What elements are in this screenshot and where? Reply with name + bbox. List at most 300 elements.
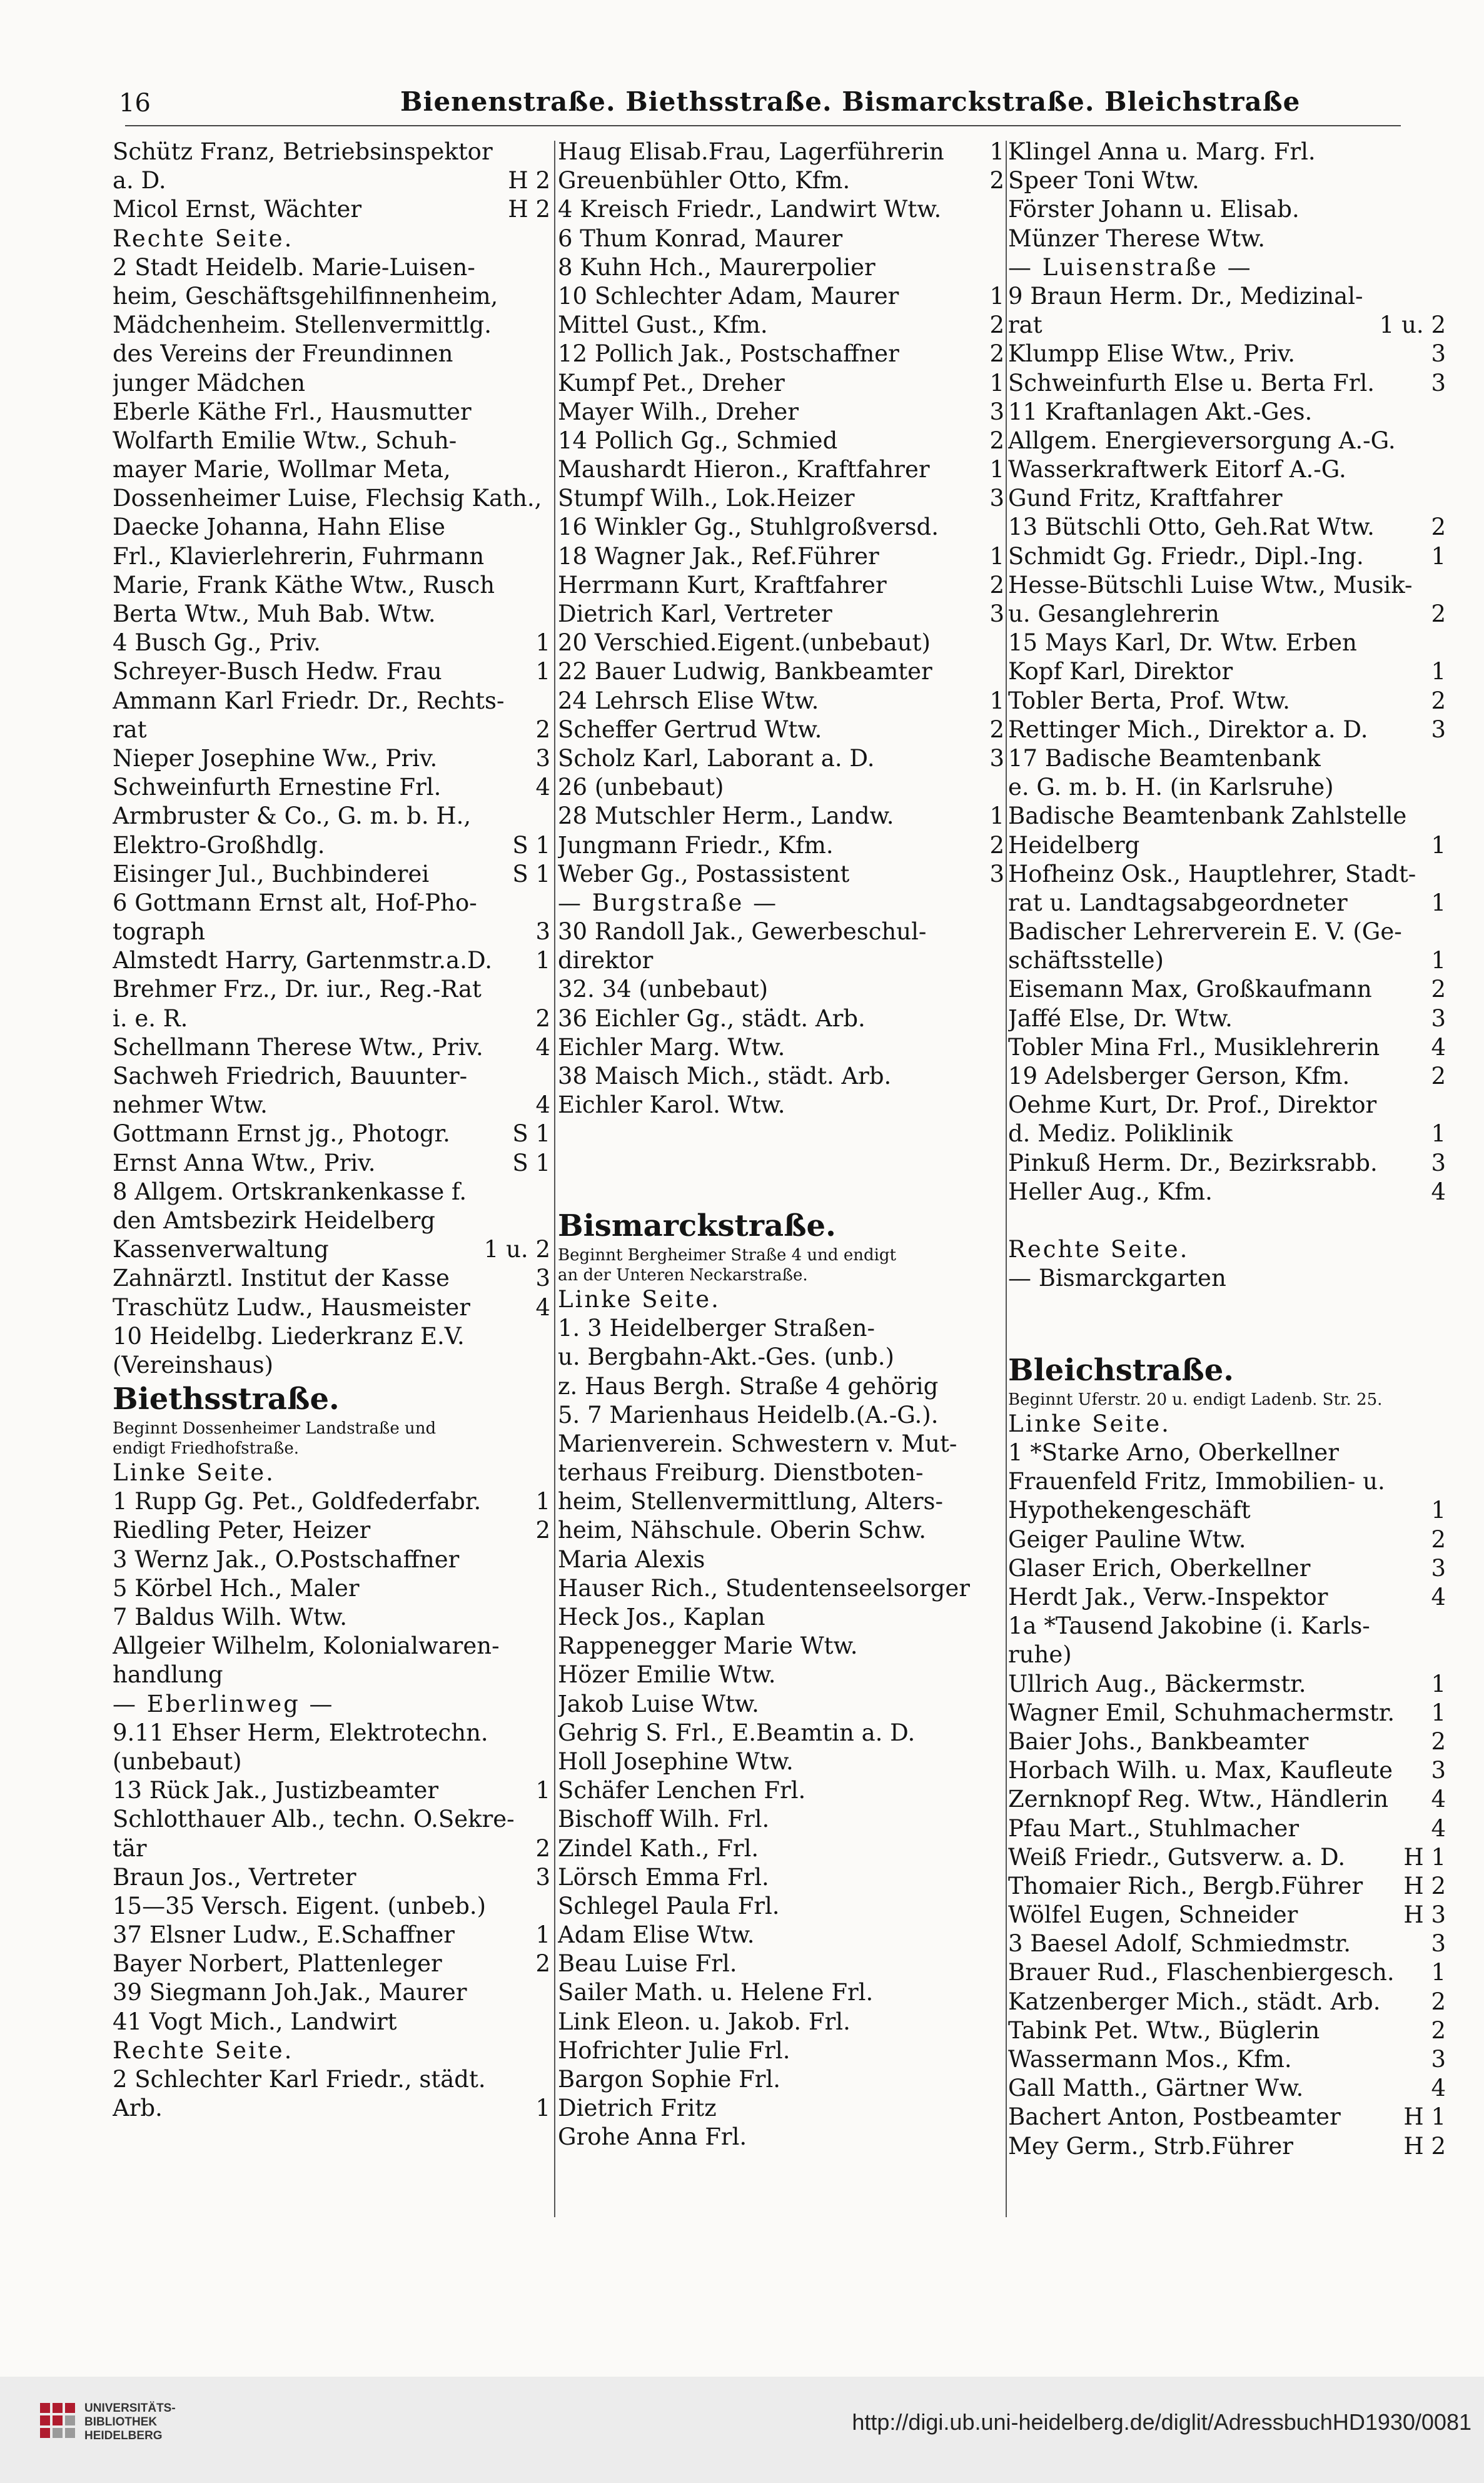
entry-text: d. Mediz. Poliklinik: [1008, 1120, 1233, 1148]
floor-number: [545, 138, 550, 166]
directory-entry: [113, 1719, 550, 1747]
entry-text: Schweinfurth Ernestine Frl.: [113, 774, 442, 801]
spacer: [558, 1178, 1004, 1206]
entry-text: a. D.: [113, 167, 166, 195]
entry-text: 20 Verschied.Eigent.(unbebaut): [558, 629, 931, 657]
directory-entry: [558, 687, 1004, 716]
spacer: [558, 1120, 1004, 1148]
entry-text: Jaffé Else, Dr. Wtw.: [1008, 1004, 1233, 1032]
entry-text: Glaser Erich, Oberkellner: [1008, 1554, 1311, 1582]
directory-entry: [558, 744, 1004, 773]
directory-entry: [558, 1690, 1004, 1719]
floor-number: [545, 975, 550, 1004]
entry-text: Beau Luise Frl.: [558, 1950, 737, 1978]
entry-text: Kumpf Pet., Dreher: [558, 369, 785, 397]
entry-text: an der Unteren Neckarstraße.: [558, 1265, 808, 1285]
entry-text: 15—35 Versch. Eigent. (unbeb.): [113, 1892, 487, 1919]
entry-text: Schweinfurth Else u. Berta Frl.: [1008, 369, 1375, 397]
directory-entry: [1008, 484, 1446, 513]
directory-entry: [113, 455, 550, 484]
entry-text: Beginnt Bergheimer Straße 4 und endigt: [558, 1245, 896, 1265]
entry-text: den Amtsbezirk Heidelberg: [113, 1206, 435, 1234]
directory-entry: [1008, 369, 1446, 398]
directory-entry: [113, 946, 550, 975]
entry-text: rat u. Landtagsabgeordneter: [1008, 889, 1348, 916]
entry-text: Linke Seite.: [1008, 1410, 1171, 1437]
floor-number: [1441, 1467, 1446, 1496]
floor-number: [545, 889, 550, 918]
floor-number: [999, 253, 1004, 282]
directory-entry: [113, 1978, 550, 2007]
directory-entry: [1008, 1467, 1446, 1496]
floor-number: H 2: [508, 167, 550, 195]
directory-entry: [113, 1120, 550, 1148]
directory-entry: [113, 802, 550, 831]
floor-number: [1441, 195, 1446, 224]
floor-number: [999, 773, 1004, 802]
directory-entry: [558, 484, 1004, 513]
directory-entry: [1008, 600, 1446, 629]
entry-text: 19 Adelsberger Gerson, Kfm.: [1008, 1063, 1350, 1090]
section-label: [113, 1459, 550, 1487]
directory-entry: [113, 860, 550, 889]
directory-entry: [558, 2036, 1004, 2065]
column-2: [558, 138, 1004, 2152]
floor-number: 3: [535, 1265, 550, 1292]
spacer: [1008, 1293, 1446, 1322]
directory-entry: [558, 1949, 1004, 1978]
entry-text: Arb.: [113, 2095, 163, 2122]
entry-text: Eisemann Max, Großkaufmann: [1008, 976, 1372, 1003]
entry-text: (unbebaut): [113, 1747, 242, 1775]
directory-entry: [558, 1921, 1004, 1949]
floor-number: [999, 1921, 1004, 1949]
entry-text: Zernknopf Reg. Wtw., Händlerin: [1008, 1786, 1389, 1813]
section-label: [558, 889, 1004, 918]
library-name-line: HEIDELBERG: [84, 2429, 163, 2442]
entry-text: 28 Mutschler Herm., Landw.: [558, 802, 894, 830]
directory-entry: [113, 1545, 550, 1574]
entry-text: Bismarckstraße.: [558, 1208, 836, 1243]
street-heading: [1008, 1351, 1446, 1390]
floor-number: [545, 311, 550, 340]
directory-entry: [113, 282, 550, 311]
entry-text: 2 Schlechter Karl Friedr., städt.: [113, 2066, 486, 2093]
floor-number: 3: [989, 485, 1004, 512]
entry-text: Zahnärztl. Institut der Kasse: [113, 1265, 450, 1292]
entry-text: Heck Jos., Kaplan: [558, 1604, 765, 1631]
floor-number: [1441, 571, 1446, 600]
entry-text: ruhe): [1008, 1641, 1072, 1669]
floor-number: 1: [1431, 889, 1446, 916]
floor-number: 4: [1431, 1584, 1446, 1611]
street-heading: [113, 1380, 550, 1418]
entry-text: junger Mädchen: [113, 369, 306, 397]
entry-text: 3 Wernz Jak., O.Postschaffner: [113, 1545, 460, 1573]
floor-number: [999, 513, 1004, 542]
directory-entry: [1008, 513, 1446, 542]
entry-text: 1a *Tausend Jakobine (i. Karls-: [1008, 1612, 1370, 1640]
entry-text: 24 Lehrsch Elise Wtw.: [558, 687, 819, 714]
directory-entry: [1008, 166, 1446, 195]
floor-number: [999, 2036, 1004, 2065]
section-label: [1008, 1410, 1446, 1439]
directory-entry: [113, 629, 550, 657]
entry-text: Rappenegger Marie Wtw.: [558, 1632, 858, 1660]
entry-text: Dossenheimer Luise, Flechsig Kath.,: [113, 485, 542, 512]
floor-number: H 1: [1403, 2103, 1446, 2131]
entry-text: Daecke Johanna, Hahn Elise: [113, 513, 445, 541]
entry-text: — Bismarckgarten: [1008, 1265, 1226, 1292]
directory-entry: [113, 1293, 550, 1322]
entry-text: 22 Bauer Ludwig, Bankbeamter: [558, 658, 932, 685]
floor-number: 2: [989, 167, 1004, 195]
floor-number: [1441, 282, 1446, 311]
floor-number: [1441, 1612, 1446, 1641]
floor-number: [999, 1487, 1004, 1516]
entry-text: 7 Baldus Wilh. Wtw.: [113, 1604, 347, 1631]
floor-number: 3: [1431, 1004, 1446, 1032]
floor-number: 3: [1431, 1930, 1446, 1958]
column-3: [1008, 138, 1446, 2161]
floor-number: 1: [989, 456, 1004, 483]
entry-text: Ammann Karl Friedr. Dr., Rechts-: [113, 687, 505, 714]
entry-text: Armbruster & Co., G. m. b. H.,: [113, 802, 472, 830]
entry-text: 4 Busch Gg., Priv.: [113, 629, 321, 657]
directory-entry: [558, 1516, 1004, 1545]
entry-text: Berta Wtw., Muh Bab. Wtw.: [113, 600, 436, 627]
floor-number: [999, 1834, 1004, 1863]
floor-number: 2: [535, 1004, 550, 1032]
entry-text: Hauser Rich., Studentenseelsorger: [558, 1574, 970, 1602]
directory-entry: [558, 1776, 1004, 1805]
entry-text: Hesse-Bütschli Luise Wtw., Musik-: [1008, 571, 1413, 599]
directory-entry: [113, 687, 550, 716]
entry-text: Eberle Käthe Frl., Hausmutter: [113, 398, 472, 425]
floor-number: [545, 1747, 550, 1776]
floor-number: 1: [989, 542, 1004, 570]
entry-text: Rettinger Mich., Direktor a. D.: [1008, 716, 1368, 743]
section-label: [113, 2036, 550, 2065]
directory-entry: [1008, 282, 1446, 311]
directory-entry: [1008, 2103, 1446, 2132]
entry-text: Beginnt Uferstr. 20 u. endigt Ladenb. Str. 25.: [1008, 1390, 1383, 1409]
entry-text: Linke Seite.: [113, 1459, 275, 1487]
floor-number: [545, 571, 550, 600]
floor-number: 3: [535, 744, 550, 772]
entry-text: Gall Matth., Gärtner Ww.: [1008, 2075, 1304, 2102]
library-logo-icon: [38, 2400, 78, 2440]
entry-text: 26 (unbebaut): [558, 774, 724, 801]
directory-entry: [558, 427, 1004, 455]
directory-entry: [558, 1863, 1004, 1892]
entry-text: 4 Kreisch Friedr., Landwirt Wtw.: [558, 196, 942, 223]
entry-text: heim, Stellenvermittlung, Alters-: [558, 1488, 944, 1515]
directory-entry: [558, 1661, 1004, 1689]
floor-number: [999, 918, 1004, 946]
floor-number: [545, 1206, 550, 1235]
floor-number: [545, 455, 550, 484]
directory-entry: [558, 1719, 1004, 1747]
entry-text: Hofheinz Osk., Hauptlehrer, Stadt-: [1008, 860, 1416, 888]
entry-text: Lörsch Emma Frl.: [558, 1863, 769, 1891]
directory-entry: [558, 975, 1004, 1004]
entry-text: 37 Elsner Ludw., E.Schaffner: [113, 1921, 455, 1949]
floor-number: 2: [1431, 1063, 1446, 1090]
floor-number: 3: [1431, 1554, 1446, 1582]
entry-text: direktor: [558, 947, 654, 974]
directory-entry: [113, 1487, 550, 1516]
floor-number: [545, 513, 550, 542]
directory-entry: [1008, 1756, 1446, 1785]
directory-entry: [558, 1062, 1004, 1091]
entry-text: 10 Heidelbg. Liederkranz E.V.: [113, 1322, 465, 1350]
floor-number: 2: [989, 311, 1004, 339]
entry-text: Katzenberger Mich., städt. Arb.: [1008, 1988, 1381, 2015]
entry-text: Marie, Frank Käthe Wtw., Rusch: [113, 571, 495, 599]
floor-number: 2: [1431, 1727, 1446, 1755]
entry-text: Gottmann Ernst jg., Photogr.: [113, 1120, 450, 1148]
directory-entry: [558, 1487, 1004, 1516]
directory-entry: [558, 1834, 1004, 1863]
directory-entry: [1008, 455, 1446, 484]
floor-number: [545, 1719, 550, 1747]
entry-text: Eisinger Jul., Buchbinderei: [113, 860, 430, 888]
running-title: Bienenstraße. Biethsstraße. Bismarckstraße. Bleichstraße: [400, 86, 1301, 117]
directory-entry: [113, 1149, 550, 1178]
floor-number: S 1: [512, 1120, 550, 1148]
directory-entry: [1008, 1525, 1446, 1554]
floor-number: [999, 1863, 1004, 1892]
floor-number: [999, 1574, 1004, 1603]
floor-number: [545, 1603, 550, 1632]
directory-entry: [113, 1206, 550, 1235]
directory-entry: [113, 253, 550, 282]
entry-text: Heidelberg: [1008, 831, 1140, 859]
directory-entry: [113, 657, 550, 686]
floor-number: 1: [535, 1777, 550, 1804]
entry-text: des Vereins der Freundinnen: [113, 340, 453, 368]
floor-number: [545, 1632, 550, 1661]
entry-text: u. Bergbahn-Akt.-Ges. (unb.): [558, 1343, 894, 1371]
directory-entry: [1008, 311, 1446, 340]
directory-entry: [558, 946, 1004, 975]
directory-entry: [558, 1091, 1004, 1120]
floor-number: H 2: [508, 196, 550, 223]
entry-text: Hypothekengeschäft: [1008, 1497, 1251, 1524]
floor-number: [545, 2065, 550, 2094]
directory-entry: [1008, 1496, 1446, 1525]
floor-number: 2: [535, 1834, 550, 1862]
entry-text: Traschütz Ludw., Hausmeister: [113, 1293, 470, 1321]
directory-entry: [1008, 1641, 1446, 1669]
entry-text: Münzer Therese Wtw.: [1008, 225, 1265, 252]
floor-number: 1 u. 2: [1379, 311, 1446, 339]
entry-text: Bayer Norbert, Plattenleger: [113, 1950, 442, 1978]
floor-number: [545, 369, 550, 398]
entry-text: Bachert Anton, Postbeamter: [1008, 2103, 1341, 2131]
directory-entry: [1008, 542, 1446, 571]
floor-number: 4: [535, 1033, 550, 1061]
floor-number: 4: [535, 1293, 550, 1321]
entry-text: Rechte Seite.: [113, 225, 294, 252]
directory-entry: [558, 1603, 1004, 1632]
directory-entry: [113, 716, 550, 744]
floor-number: [545, 542, 550, 571]
directory-entry: [558, 1343, 1004, 1372]
floor-number: [1441, 918, 1446, 946]
directory-entry: [558, 1574, 1004, 1603]
floor-number: [999, 1091, 1004, 1120]
floor-number: [999, 1603, 1004, 1632]
directory-entry: [113, 195, 550, 224]
floor-number: 1: [535, 2095, 550, 2122]
entry-text: Oehme Kurt, Dr. Prof., Direktor: [1008, 1091, 1377, 1119]
floor-number: [999, 1545, 1004, 1574]
entry-text: 1 Rupp Gg. Pet., Goldfederfabr.: [113, 1488, 482, 1515]
directory-entry: [558, 1545, 1004, 1574]
entry-text: Bleichstraße.: [1008, 1352, 1234, 1388]
floor-number: [545, 1978, 550, 2007]
entry-text: 39 Siegmann Joh.Jak., Maurer: [113, 1979, 467, 2006]
directory-entry: [113, 1834, 550, 1863]
directory-entry: [1008, 831, 1446, 860]
entry-text: Link Eleon. u. Jakob. Frl.: [558, 2008, 851, 2035]
directory-entry: [113, 2065, 550, 2094]
floor-number: [999, 2008, 1004, 2036]
floor-number: [999, 1978, 1004, 2007]
entry-text: Ernst Anna Wtw., Priv.: [113, 1149, 376, 1176]
directory-entry: [113, 889, 550, 918]
directory-entry: [113, 600, 550, 629]
directory-entry: [113, 1949, 550, 1978]
directory-entry: [113, 369, 550, 398]
directory-entry: [113, 2094, 550, 2123]
floor-number: [545, 1661, 550, 1689]
floor-number: [545, 687, 550, 716]
directory-entry: [1008, 571, 1446, 600]
entry-text: Ullrich Aug., Bäckermstr.: [1008, 1670, 1306, 1697]
entry-text: Linke Seite.: [558, 1285, 720, 1313]
entry-text: Haug Elisab.Frau, Lagerführerin: [558, 138, 944, 165]
entry-text: Biethsstraße.: [113, 1382, 340, 1417]
entry-text: Schlotthauer Alb., techn. O.Sekre-: [113, 1806, 515, 1833]
floor-number: [999, 1343, 1004, 1372]
directory-entry: [1008, 946, 1446, 975]
entry-text: rat: [113, 716, 147, 743]
entry-text: Frauenfeld Fritz, Immobilien- u.: [1008, 1468, 1385, 1495]
directory-entry: [558, 1632, 1004, 1661]
floor-number: [1441, 138, 1446, 166]
directory-entry: [113, 1805, 550, 1834]
entry-text: Jakob Luise Wtw.: [558, 1690, 759, 1717]
directory-entry: [113, 340, 550, 368]
entry-text: Maria Alexis: [558, 1545, 705, 1573]
entry-text: Wölfel Eugen, Schneider: [1008, 1901, 1298, 1929]
floor-number: [999, 1632, 1004, 1661]
directory-entry: [113, 1264, 550, 1293]
floor-number: [999, 629, 1004, 657]
floor-number: 1 u. 2: [483, 1236, 550, 1263]
floor-number: 2: [1431, 513, 1446, 541]
entry-text: Brauer Rud., Flaschenbiergesch.: [1008, 1959, 1395, 1986]
floor-number: [1441, 225, 1446, 253]
directory-entry: [558, 398, 1004, 427]
floor-number: 4: [1431, 1814, 1446, 1842]
entry-text: 32. 34 (unbebaut): [558, 976, 768, 1003]
floor-number: 2: [989, 571, 1004, 599]
directory-entry: [1008, 1929, 1446, 1958]
street-note: [1008, 1390, 1446, 1410]
street-note: [558, 1245, 1004, 1265]
floor-number: 1: [535, 1488, 550, 1515]
floor-number: [545, 1178, 550, 1206]
entry-text: tograph: [113, 918, 206, 946]
floor-number: [999, 1516, 1004, 1545]
directory-entry: [1008, 1872, 1446, 1901]
entry-text: Greuenbühler Otto, Kfm.: [558, 167, 851, 195]
floor-number: 4: [1431, 1178, 1446, 1205]
floor-number: 3: [989, 860, 1004, 888]
floor-number: [545, 1322, 550, 1351]
entry-text: handlung: [113, 1661, 223, 1689]
directory-entry: [558, 2094, 1004, 2123]
floor-number: [545, 1805, 550, 1834]
floor-number: [1441, 1641, 1446, 1669]
entry-text: 6 Thum Konrad, Maurer: [558, 225, 843, 252]
entry-text: Scholz Karl, Laborant a. D.: [558, 744, 875, 772]
entry-text: Kassenverwaltung: [113, 1236, 329, 1263]
directory-entry: [558, 1459, 1004, 1487]
column-1: [113, 138, 550, 2123]
floor-number: 2: [1431, 1988, 1446, 2015]
directory-entry: [558, 860, 1004, 889]
floor-number: [545, 282, 550, 311]
entry-text: Klingel Anna u. Marg. Frl.: [1008, 138, 1316, 165]
floor-number: [999, 1314, 1004, 1343]
entry-text: z. Haus Bergh. Straße 4 gehörig: [558, 1372, 939, 1400]
directory-entry: [1008, 1120, 1446, 1148]
directory-entry: [558, 831, 1004, 860]
floor-number: 3: [989, 744, 1004, 772]
directory-entry: [558, 1314, 1004, 1343]
directory-entry: [1008, 1612, 1446, 1641]
directory-entry: [1008, 1033, 1446, 1062]
directory-entry: [1008, 1554, 1446, 1583]
directory-entry: [558, 1978, 1004, 2007]
directory-entry: [558, 138, 1004, 166]
floor-number: [545, 427, 550, 455]
directory-entry: [1008, 918, 1446, 946]
entry-text: Rechte Seite.: [113, 2036, 294, 2064]
directory-entry: [113, 1178, 550, 1206]
directory-entry: [113, 1863, 550, 1892]
entry-text: Stumpf Wilh., Lok.Heizer: [558, 485, 855, 512]
entry-text: Micol Ernst, Wächter: [113, 196, 362, 223]
directory-entry: [1008, 225, 1446, 253]
directory-entry: [113, 398, 550, 427]
entry-text: Grohe Anna Frl.: [558, 2123, 747, 2151]
directory-entry: [113, 513, 550, 542]
entry-text: Sachweh Friedrich, Bauunter-: [113, 1063, 468, 1090]
entry-text: — Burgstraße —: [558, 889, 779, 916]
entry-text: Horbach Wilh. u. Max, Kaufleute: [1008, 1757, 1393, 1784]
floor-number: 1: [1431, 1497, 1446, 1524]
directory-entry: [1008, 1843, 1446, 1872]
floor-number: 3: [535, 1863, 550, 1891]
entry-text: Badischer Lehrerverein E. V. (Ge-: [1008, 918, 1402, 946]
source-url[interactable]: http://digi.ub.uni-heidelberg.de/diglit/AdressbuchHD1930/0081: [852, 2409, 1471, 2435]
